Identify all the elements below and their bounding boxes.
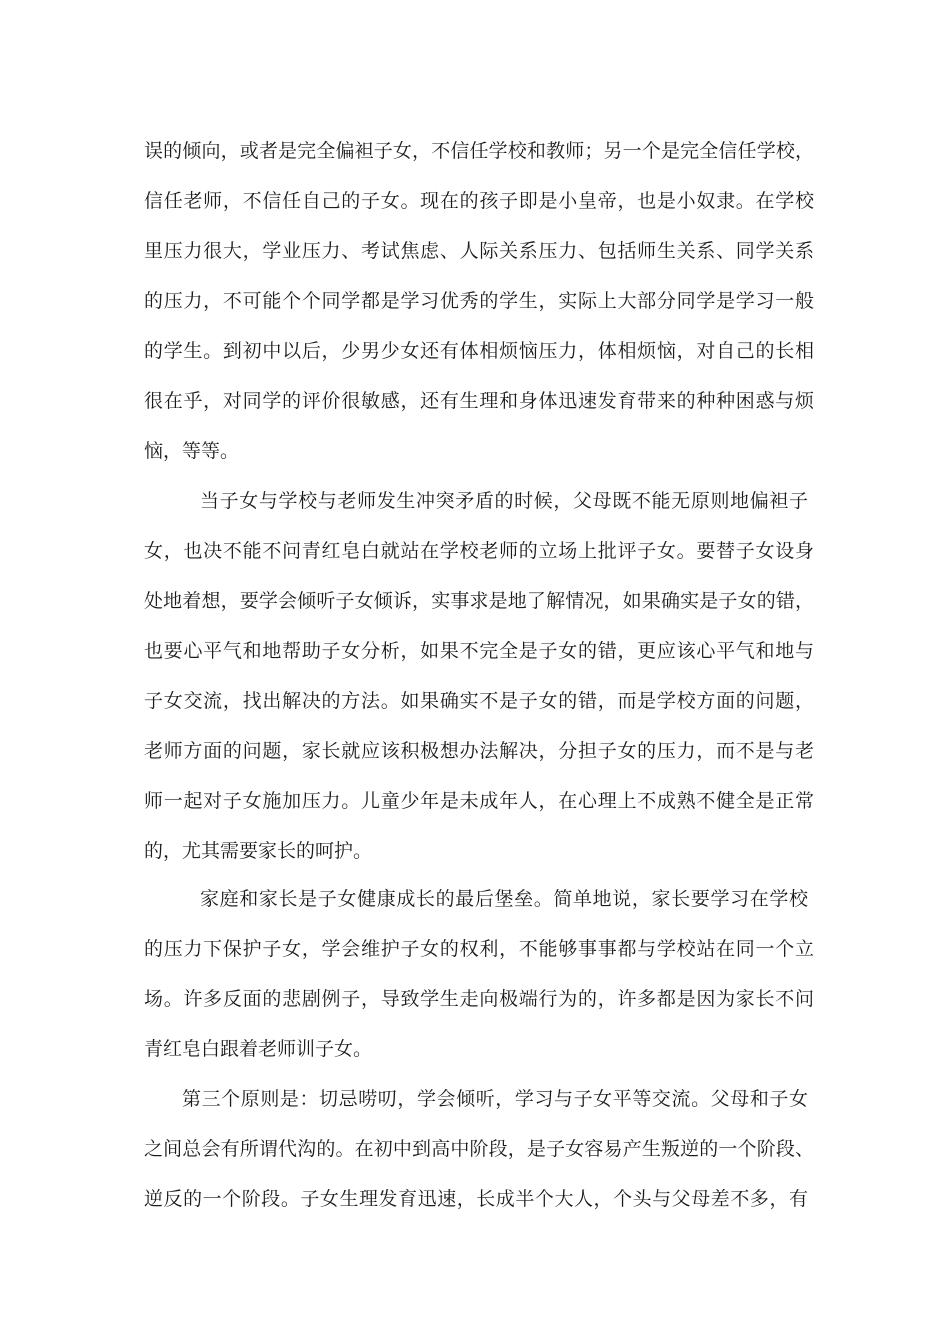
text-line: 很在乎，对同学的评价很敏感，还有生理和身体迅速发育带来的种种困惑与烦 xyxy=(144,390,814,412)
text-line: 子女交流，找出解决的方法。如果确实不是子女的错，而是学校方面的问题， xyxy=(144,690,814,712)
text-line: 场。许多反面的悲剧例子，导致学生走向极端行为的，许多都是因为家长不问 xyxy=(144,988,814,1010)
text-line: 恼，等等。 xyxy=(144,440,240,462)
paragraph-first-line: 家庭和家长是子女健康成长的最后堡垒。简单地说，家长要学习在学校 xyxy=(200,888,808,910)
text-line: 女，也决不能不问青红皂白就站在学校老师的立场上批评子女。要替子女设身 xyxy=(144,540,814,562)
text-line: 也要心平气和地帮助子女分析，如果不完全是子女的错，更应该心平气和地与 xyxy=(144,640,814,662)
text-line: 逆反的一个阶段。子女生理发育迅速，长成半个大人，个头与父母差不多，有 xyxy=(144,1188,808,1210)
text-line: 师一起对子女施加压力。儿童少年是未成年人，在心理上不成熟不健全是正常 xyxy=(144,790,814,812)
text-line: 之间总会有所谓代沟的。在初中到高中阶段，是子女容易产生叛逆的一个阶段、 xyxy=(144,1138,814,1160)
text-line: 老师方面的问题，家长就应该积极想办法解决，分担子女的压力，而不是与老 xyxy=(144,740,814,762)
text-line: 信任老师，不信任自己的子女。现在的孩子即是小皇帝，也是小奴隶。在学校 xyxy=(144,190,814,212)
paragraph-first-line: 当子女与学校与老师发生冲突矛盾的时候，父母既不能无原则地偏袒子 xyxy=(200,490,808,512)
paragraph-first-line: 第三个原则是：切忌唠叨，学会倾听，学习与子女平等交流。父母和子女 xyxy=(182,1088,808,1110)
text-line: 的，尤其需要家长的呵护。 xyxy=(144,840,373,862)
text-line: 青红皂白跟着老师训子女。 xyxy=(144,1038,373,1060)
text-line: 里压力很大，学业压力、考试焦虑、人际关系压力、包括师生关系、同学关系 xyxy=(144,240,814,262)
text-line: 的压力，不可能个个同学都是学习优秀的学生，实际上大部分同学是学习一般 xyxy=(144,290,814,312)
text-line: 的压力下保护子女，学会维护子女的权利，不能够事事都与学校站在同一个立 xyxy=(144,938,814,960)
text-line: 误的倾向，或者是完全偏袒子女，不信任学校和教师；另一个是完全信任学校， xyxy=(144,140,814,162)
text-line: 的学生。到初中以后，少男少女还有体相烦恼压力，体相烦恼，对自己的长相 xyxy=(144,340,814,362)
text-line: 处地着想，要学会倾听子女倾诉，实事求是地了解情况，如果确实是子女的错， xyxy=(144,590,814,612)
